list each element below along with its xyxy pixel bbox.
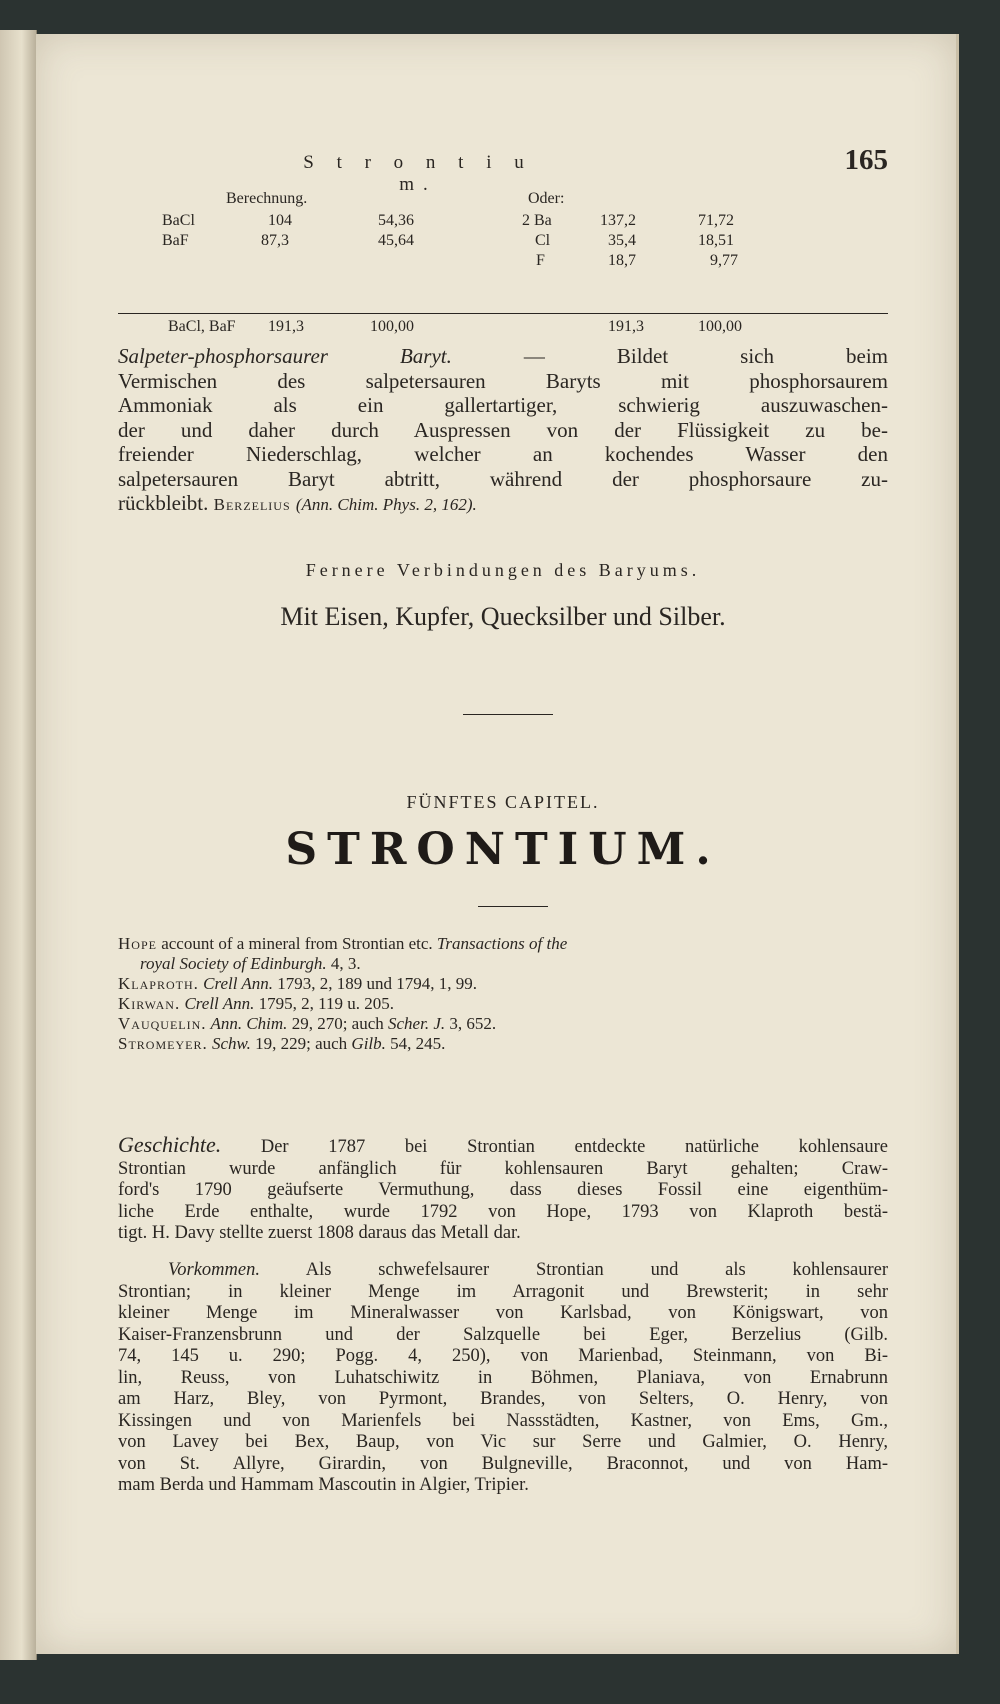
text-line: Vermischen des salpetersauren Baryts mit phosphorsaurem (118, 368, 888, 393)
text-fragment: Als schwefelsaurer Strontian und als kohlensaurer (259, 1260, 888, 1280)
chapter-title: STRONTIUM. (285, 824, 721, 875)
text-line: am Harz, Bley, von Pyrmont, Brandes, von Selters, O. Henry, von (118, 1389, 888, 1409)
text-line: Ammoniak als ein gallertartiger, schwierig auszuwaschen- (118, 393, 888, 417)
calc-left-value-a: 104 (268, 212, 292, 229)
calc-right-label: 2 Ba (522, 212, 552, 229)
text-fragment: 54, 245. (385, 1034, 446, 1053)
calc-left-value-a: 87,3 (261, 232, 289, 249)
text-fragment: 4, 3. (326, 954, 361, 973)
reference-item (118, 994, 888, 1014)
journal-title: Ann. Chim. (206, 1014, 288, 1033)
author-name: Kirwan. (118, 994, 181, 1013)
calc-total-b: 100,00 (370, 318, 414, 335)
divider-rule (463, 714, 553, 715)
calc-right-label: F (536, 252, 545, 269)
calc-right-value-a: 35,4 (608, 232, 636, 249)
text-line: salpetersauren Baryt abtritt, während der phosphorsaure zu- (118, 466, 888, 491)
book-page (36, 34, 959, 1654)
chapter-label: FÜNFTES CAPITEL. (406, 792, 600, 812)
text-line: lin, Reuss, von Luhatschiwitz in Böhmen, Planiava, von Ernabrunn (118, 1367, 888, 1388)
author-name: Klaproth. (118, 974, 199, 993)
calc-total-right-b: 100,00 (698, 318, 742, 335)
text-fragment: 1795, 2, 119 u. 205. (254, 994, 394, 1013)
journal-title: Transactions of the (436, 934, 568, 953)
calc-left-label: BaF (162, 232, 189, 249)
history-paragraph (118, 1134, 888, 1245)
text-line (118, 491, 888, 518)
reference-item (118, 934, 888, 954)
journal-title: Schw. (207, 1034, 251, 1053)
text-line: freiender Niederschlag, welcher an kochendes Wasser den (118, 442, 888, 466)
occurrence-label: Vorkommen. (168, 1260, 260, 1280)
calc-total-a: 191,3 (268, 318, 304, 335)
calc-right-value-b: 71,72 (698, 212, 734, 229)
text-fragment: Der 1787 bei Strontian entdeckte natürliche kohlensaure (221, 1137, 888, 1157)
text-fragment: 19, 229; auch (250, 1034, 352, 1053)
text-line: mam Berda und Hammam Mascoutin in Algier, Tripier. (118, 1475, 529, 1495)
calc-right-header: Oder: (528, 190, 565, 207)
calc-right-value-a: 18,7 (608, 252, 636, 269)
text-fragment: account of a mineral from Strontian etc. (156, 934, 437, 953)
calc-left-label: BaCl (162, 212, 195, 229)
reference-list (118, 934, 888, 1054)
text-line: Strontian wurde anfänglich für kohlensauren Baryt gehalten; Craw- (118, 1158, 888, 1179)
calc-total-right-a: 191,3 (608, 318, 644, 335)
divider-rule (478, 906, 548, 907)
text-line: Strontian; in kleiner Menge im Arragonit und Brewsterit; in sehr (118, 1281, 888, 1302)
occurrence-paragraph (118, 1260, 888, 1497)
reference-item (118, 1014, 888, 1034)
calc-right-label: Cl (535, 232, 551, 249)
section-heading: Fernere Verbindungen des Baryums. (305, 560, 701, 580)
journal-title: Gilb. (351, 1034, 386, 1053)
text-line: Kissingen und von Marienfels bei Nassstädten, Kastner, von Ems, Gm., (118, 1410, 888, 1431)
reference-item (118, 974, 888, 994)
calc-left-value-b: 45,64 (378, 232, 414, 249)
calc-left-header: Berechnung. (226, 190, 308, 207)
adjacent-page-edge (0, 30, 37, 1660)
text-line (118, 344, 888, 369)
text-line: Kaiser-Franzensbrunn und der Salzquelle bei Eger, Berzelius (Gilb. (118, 1324, 888, 1345)
compound-title: Salpeter-phosphorsaurer Baryt. (118, 344, 452, 368)
journal-title: Scher. J. (388, 1014, 446, 1033)
salpeter-paragraph (118, 344, 888, 518)
journal-title: Crell Ann. (198, 974, 274, 993)
reference-item (118, 954, 888, 974)
calc-sum-rule (118, 313, 888, 314)
reference-item (118, 1034, 888, 1054)
author-name: Berzelius (213, 495, 291, 514)
section-subheading: Mit Eisen, Kupfer, Quecksilber und Silber. (280, 602, 726, 631)
author-name: Hope (118, 934, 157, 953)
text-line: 74, 145 u. 290; Pogg. 4, 250), von Marienbad, Steinmann, von Bi- (118, 1346, 888, 1366)
text-line (118, 1134, 888, 1159)
text-line: der und daher durch Auspressen von der Flüssigkeit zu be- (118, 417, 888, 442)
text-line: von Lavey bei Bex, Baup, von Vic sur Serre und Galmier, O. Henry, (118, 1432, 888, 1452)
text-line: kleiner Menge im Mineralwasser von Karlsbad, von Königswart, von (118, 1303, 888, 1323)
page-number: 165 (844, 144, 888, 176)
journal-title: royal Society of Edinburgh. (140, 954, 327, 973)
text-fragment: rückbleibt. (118, 491, 209, 515)
author-name: Vauquelin. (118, 1014, 207, 1033)
calc-left-value-b: 54,36 (378, 212, 414, 229)
calc-right-value-a: 137,2 (600, 212, 636, 229)
running-head (118, 142, 888, 195)
citation: (Ann. Chim. Phys. 2, 162). (295, 495, 477, 514)
calc-right-value-b: 18,51 (698, 232, 734, 249)
text-line: von St. Allyre, Girardin, von Bulgneville, Braconnot, und von Ham- (118, 1453, 888, 1474)
text-line: ford's 1790 geäufserte Vermuthung, dass dieses Fossil eine eigenthüm- (118, 1180, 888, 1200)
text-line: tigt. H. Davy stellte zuerst 1808 daraus das Metall dar. (118, 1223, 521, 1243)
text-line (118, 1260, 888, 1282)
calc-total-label: BaCl, BaF (168, 318, 236, 335)
calc-right-value-b: 9,77 (710, 252, 738, 269)
text-fragment: — Bildet sich beim (451, 344, 888, 368)
text-fragment: 3, 652. (445, 1014, 497, 1033)
author-name: Stromeyer. (118, 1034, 208, 1053)
calculation-table (118, 190, 888, 335)
journal-title: Crell Ann. (180, 994, 255, 1013)
text-fragment: 29, 270; auch (287, 1014, 389, 1033)
running-title: S t r o n t i u m. (303, 152, 533, 195)
history-label: Geschichte. (118, 1132, 222, 1157)
text-line: liche Erde enthalte, wurde 1792 von Hope, 1793 von Klaproth bestä- (118, 1201, 888, 1222)
text-fragment: 1793, 2, 189 und 1794, 1, 99. (273, 974, 478, 993)
